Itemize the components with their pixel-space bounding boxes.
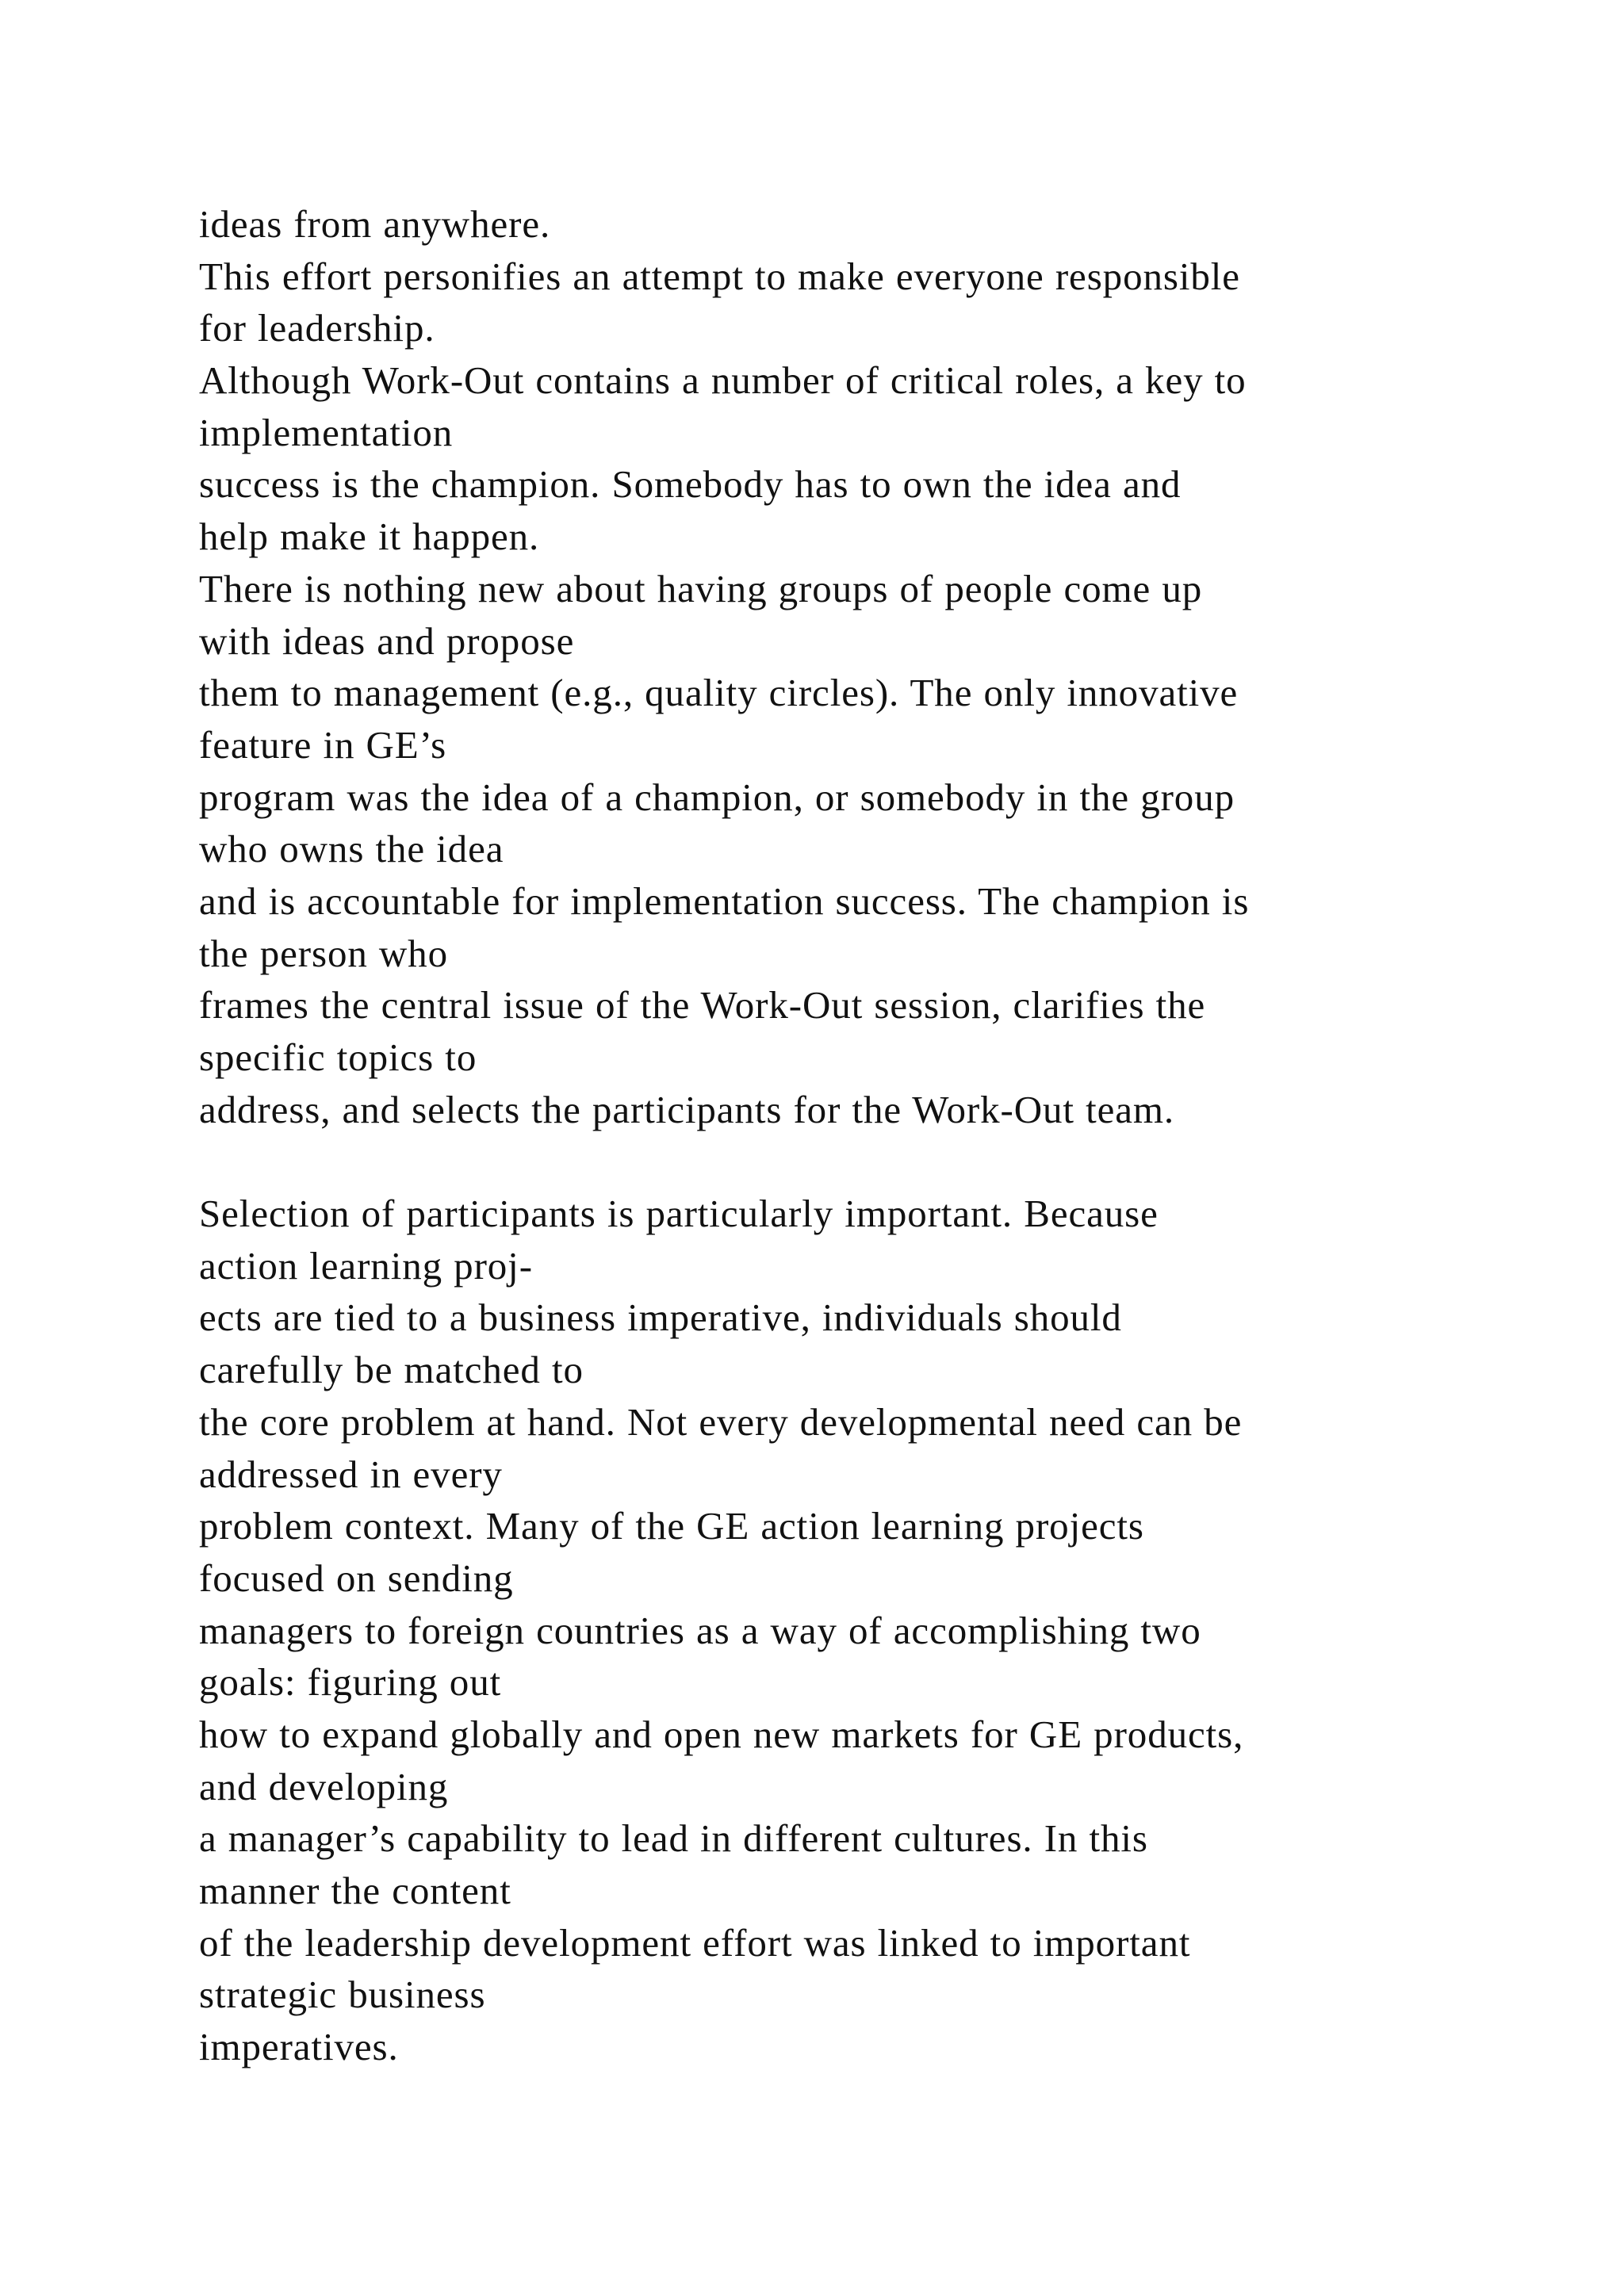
text-line: how to expand globally and open new markets for GE products, bbox=[199, 1712, 1244, 1756]
text-line: There is nothing new about having groups of people come up bbox=[199, 566, 1203, 610]
text-line: carefully be matched to bbox=[199, 1348, 584, 1392]
text-line: imperatives. bbox=[199, 2025, 399, 2069]
text-line: feature in GE’s bbox=[199, 722, 447, 767]
paragraph-1 bbox=[199, 198, 1547, 1135]
text-line: who owns the idea bbox=[199, 827, 504, 871]
text-line: success is the champion. Somebody has to own the idea and bbox=[199, 462, 1182, 507]
text-line: problem context. Many of the GE action learning projects bbox=[199, 1504, 1144, 1548]
text-line: address, and selects the participants for the Work-Out team. bbox=[199, 1087, 1175, 1131]
paragraph-2 bbox=[199, 1188, 1547, 2073]
text-line: with ideas and propose bbox=[199, 618, 575, 663]
text-line: strategic business bbox=[199, 1973, 486, 2017]
text-line: of the leadership development effort was linked to important bbox=[199, 1920, 1191, 1965]
document-body bbox=[199, 198, 1547, 2073]
text-line: ideas from anywhere. bbox=[199, 202, 551, 246]
paragraph-gap bbox=[199, 1135, 1547, 1188]
text-line: the person who bbox=[199, 931, 448, 975]
text-line: a manager’s capability to lead in different cultures. In this bbox=[199, 1816, 1148, 1861]
text-line: implementation bbox=[199, 410, 454, 454]
text-line: and is accountable for implementation success. The champion is bbox=[199, 878, 1250, 923]
text-line: the core problem at hand. Not every developmental need can be bbox=[199, 1399, 1243, 1444]
text-line: Selection of participants is particularly important. Because bbox=[199, 1192, 1159, 1236]
text-line: managers to foreign countries as a way of accomplishing two bbox=[199, 1608, 1201, 1652]
text-line: specific topics to bbox=[199, 1035, 477, 1079]
text-line: ects are tied to a business imperative, individuals should bbox=[199, 1295, 1122, 1340]
text-line: help make it happen. bbox=[199, 515, 540, 559]
text-line: them to management (e.g., quality circles). The only innovative bbox=[199, 671, 1239, 715]
text-line: action learning proj- bbox=[199, 1243, 533, 1288]
text-line: This effort personifies an attempt to make everyone responsible bbox=[199, 254, 1240, 298]
text-line: Although Work-Out contains a number of critical roles, a key to bbox=[199, 358, 1247, 403]
text-line: for leadership. bbox=[199, 306, 435, 350]
text-line: focused on sending bbox=[199, 1556, 514, 1600]
text-line: and developing bbox=[199, 1764, 449, 1808]
text-line: program was the idea of a champion, or somebody in the group bbox=[199, 775, 1235, 819]
text-line: manner the content bbox=[199, 1869, 511, 1912]
text-line: addressed in every bbox=[199, 1452, 503, 1496]
text-line: goals: figuring out bbox=[199, 1660, 502, 1705]
text-line: frames the central issue of the Work-Out session, clarifies the bbox=[199, 983, 1206, 1027]
